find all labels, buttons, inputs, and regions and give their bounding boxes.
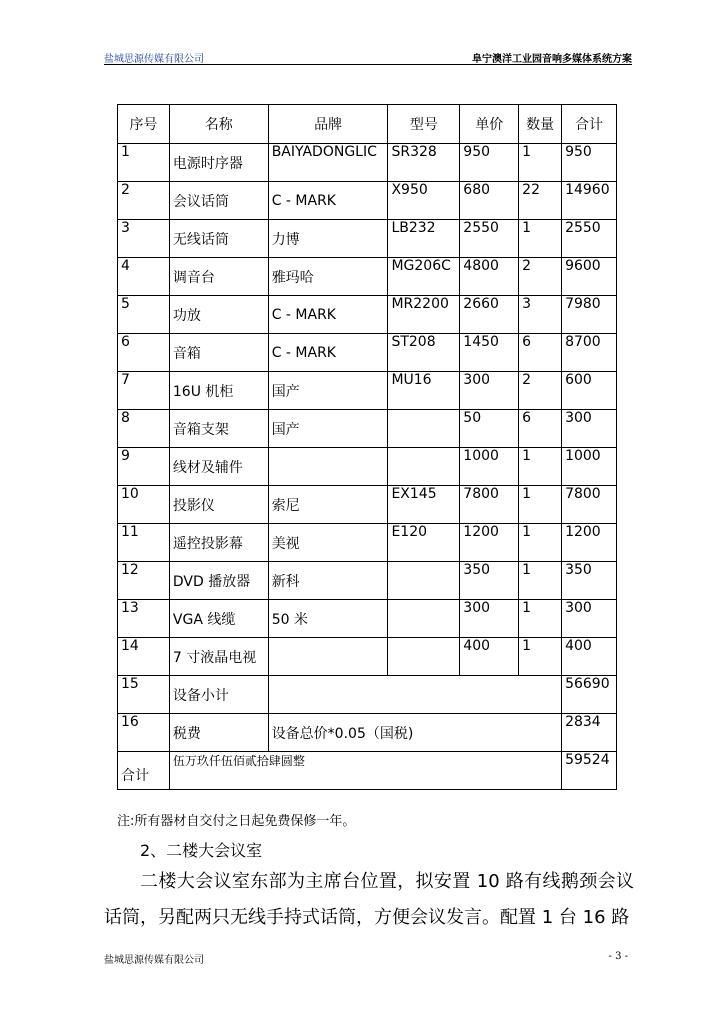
tax-no: 16	[118, 714, 170, 752]
cell-model: MR2200	[388, 296, 460, 334]
cell-name: VGA 线缆	[169, 600, 268, 638]
equipment-table	[117, 104, 617, 790]
cell-price: 7800	[460, 486, 519, 524]
cell-total: 1000	[562, 448, 617, 486]
cell-name: 7 寸液晶电视	[169, 638, 268, 676]
cell-price: 300	[460, 372, 519, 410]
cell-total: 400	[562, 638, 617, 676]
cell-brand: C - MARK	[268, 296, 388, 334]
cell-name: 音箱	[169, 334, 268, 372]
cell-model	[388, 600, 460, 638]
cell-qty: 1	[519, 486, 562, 524]
col-header-total: 合计	[562, 105, 617, 144]
table-row	[118, 258, 617, 296]
cell-no: 11	[118, 524, 170, 562]
cell-model	[388, 410, 460, 448]
cell-price: 1000	[460, 448, 519, 486]
cell-name: 调音台	[169, 258, 268, 296]
cell-qty: 1	[519, 144, 562, 182]
subtotal-value: 56690	[562, 676, 617, 714]
cell-brand: 50 米	[268, 600, 388, 638]
warranty-note: 注:所有器材自交付之日起免费保修一年。	[117, 814, 356, 829]
cell-brand: 新科	[268, 562, 388, 600]
tax-row	[118, 714, 617, 752]
cell-brand: C - MARK	[268, 182, 388, 220]
cell-no: 3	[118, 220, 170, 258]
cell-total: 8700	[562, 334, 617, 372]
cell-no: 4	[118, 258, 170, 296]
cell-brand: 索尼	[268, 486, 388, 524]
cell-name: 投影仪	[169, 486, 268, 524]
cell-model: EX145	[388, 486, 460, 524]
table-header-row	[118, 105, 617, 144]
col-header-price: 单价	[460, 105, 519, 144]
section-heading: 2、二楼大会议室	[140, 841, 263, 860]
table-row	[118, 600, 617, 638]
tax-value: 2834	[562, 714, 617, 752]
cell-qty: 1	[519, 638, 562, 676]
cell-no: 9	[118, 448, 170, 486]
table-row	[118, 524, 617, 562]
cell-qty: 22	[519, 182, 562, 220]
cell-name: 功放	[169, 296, 268, 334]
cell-brand: 国产	[268, 372, 388, 410]
cell-total: 350	[562, 562, 617, 600]
cell-price: 950	[460, 144, 519, 182]
cell-qty: 1	[519, 448, 562, 486]
header-title: 阜宁澳洋工业园音响多媒体系统方案	[472, 54, 632, 65]
cell-qty: 2	[519, 372, 562, 410]
cell-total: 2550	[562, 220, 617, 258]
cell-total: 9600	[562, 258, 617, 296]
body-paragraph: 二楼大会议室东部为主席台位置，拟安置 10 路有线鹅颈会议话筒，另配两只无线手持式话筒，方便会议发言。配置 1 台 16 路	[104, 871, 634, 928]
cell-name: 无线话筒	[169, 220, 268, 258]
cell-qty: 1	[519, 562, 562, 600]
tax-label: 税费	[169, 714, 268, 752]
cell-brand	[268, 448, 388, 486]
cell-qty: 6	[519, 410, 562, 448]
cell-total: 7800	[562, 486, 617, 524]
cell-model: E120	[388, 524, 460, 562]
cell-price: 1450	[460, 334, 519, 372]
cell-total: 600	[562, 372, 617, 410]
cell-total: 950	[562, 144, 617, 182]
table-row	[118, 220, 617, 258]
cell-no: 14	[118, 638, 170, 676]
grand-total-words: 伍万玖仟伍佰贰拾肆圆整	[169, 752, 561, 790]
cell-brand: BAIYADONGLIC	[268, 144, 388, 182]
col-header-brand: 品牌	[268, 105, 388, 144]
tax-desc: 设备总价*0.05（国税)	[268, 714, 561, 752]
cell-brand: 美视	[268, 524, 388, 562]
cell-price: 400	[460, 638, 519, 676]
cell-price: 4800	[460, 258, 519, 296]
table-row	[118, 410, 617, 448]
cell-qty: 1	[519, 220, 562, 258]
cell-price: 350	[460, 562, 519, 600]
cell-model	[388, 448, 460, 486]
table-row	[118, 182, 617, 220]
cell-model	[388, 638, 460, 676]
subtotal-empty	[268, 676, 561, 714]
cell-no: 6	[118, 334, 170, 372]
cell-model: MU16	[388, 372, 460, 410]
cell-no: 1	[118, 144, 170, 182]
cell-model: LB232	[388, 220, 460, 258]
cell-model	[388, 562, 460, 600]
cell-total: 300	[562, 600, 617, 638]
cell-no: 7	[118, 372, 170, 410]
header-rule	[104, 64, 632, 65]
cell-no: 12	[118, 562, 170, 600]
table-row	[118, 486, 617, 524]
cell-qty: 2	[519, 258, 562, 296]
cell-model: MG206C	[388, 258, 460, 296]
table-row	[118, 334, 617, 372]
cell-price: 2660	[460, 296, 519, 334]
cell-total: 14960	[562, 182, 617, 220]
footer-company: 盐城思源传媒有限公司	[104, 955, 204, 966]
cell-name: 音箱支架	[169, 410, 268, 448]
grand-total-label: 合计	[118, 752, 170, 790]
cell-brand	[268, 638, 388, 676]
col-header-qty: 数量	[519, 105, 562, 144]
cell-total: 300	[562, 410, 617, 448]
table-row	[118, 448, 617, 486]
table-row	[118, 562, 617, 600]
cell-qty: 3	[519, 296, 562, 334]
cell-model: X950	[388, 182, 460, 220]
cell-price: 680	[460, 182, 519, 220]
cell-model: ST208	[388, 334, 460, 372]
cell-no: 5	[118, 296, 170, 334]
cell-price: 300	[460, 600, 519, 638]
table-row	[118, 638, 617, 676]
col-header-name: 名称	[169, 105, 268, 144]
cell-model: SR328	[388, 144, 460, 182]
cell-name: 16U 机柜	[169, 372, 268, 410]
table-row	[118, 372, 617, 410]
col-header-no: 序号	[118, 105, 170, 144]
cell-brand: 雅玛哈	[268, 258, 388, 296]
cell-price: 50	[460, 410, 519, 448]
cell-price: 2550	[460, 220, 519, 258]
cell-name: DVD 播放器	[169, 562, 268, 600]
cell-name: 会议话筒	[169, 182, 268, 220]
cell-price: 1200	[460, 524, 519, 562]
subtotal-row	[118, 676, 617, 714]
cell-brand: 国产	[268, 410, 388, 448]
cell-no: 10	[118, 486, 170, 524]
cell-qty: 6	[519, 334, 562, 372]
cell-name: 线材及辅件	[169, 448, 268, 486]
grand-total-value: 59524	[562, 752, 617, 790]
table-row	[118, 144, 617, 182]
header-company: 盐城思源传媒有限公司	[104, 54, 204, 65]
cell-brand: 力博	[268, 220, 388, 258]
cell-no: 2	[118, 182, 170, 220]
cell-qty: 1	[519, 524, 562, 562]
cell-name: 电源时序器	[169, 144, 268, 182]
table-row	[118, 296, 617, 334]
col-header-model: 型号	[388, 105, 460, 144]
grand-total-row	[118, 752, 617, 790]
cell-no: 8	[118, 410, 170, 448]
cell-qty: 1	[519, 600, 562, 638]
subtotal-label: 设备小计	[169, 676, 268, 714]
cell-total: 1200	[562, 524, 617, 562]
page-number: - 3 -	[608, 951, 628, 962]
cell-no: 13	[118, 600, 170, 638]
cell-total: 7980	[562, 296, 617, 334]
cell-brand: C - MARK	[268, 334, 388, 372]
subtotal-no: 15	[118, 676, 170, 714]
cell-name: 遥控投影幕	[169, 524, 268, 562]
